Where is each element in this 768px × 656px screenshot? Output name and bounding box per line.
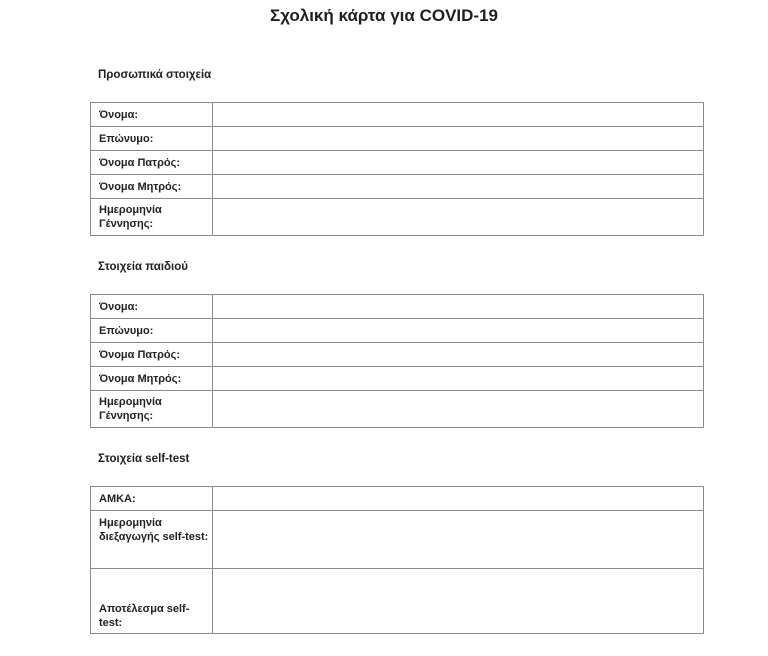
field-label-first-name: Όνομα: [91,103,213,127]
field-label-mother-name: Όνομα Μητρός: [91,175,213,199]
field-label-test-result: Αποτέλεσμα self-test: [91,569,213,634]
table-row [91,343,704,367]
table-row [91,511,704,569]
table-row [91,199,704,236]
field-label-last-name: Επώνυμο: [91,319,213,343]
document-title: Σχολική κάρτα για COVID-19 [270,6,498,25]
section-heading-selftest: Στοιχεία self-test [98,453,190,465]
field-label-birth-date: Ημερομηνία Γέννησης: [91,391,213,428]
field-label-father-name: Όνομα Πατρός: [91,151,213,175]
field-value-first-name[interactable] [213,103,704,127]
field-value-father-name[interactable] [213,343,704,367]
table-row [91,151,704,175]
field-label-mother-name: Όνομα Μητρός: [91,367,213,391]
field-value-last-name[interactable] [213,319,704,343]
field-value-first-name[interactable] [213,295,704,319]
table-row [91,175,704,199]
field-label-test-date: Ημερομηνία διεξαγωγής self-test: [91,511,213,569]
table-row [91,367,704,391]
field-value-birth-date[interactable] [213,199,704,236]
table-row [91,295,704,319]
table-row [91,391,704,428]
field-label-father-name: Όνομα Πατρός: [91,343,213,367]
table-row [91,103,704,127]
section-heading-child: Στοιχεία παιδιού [98,261,188,273]
field-label-birth-date: Ημερομηνία Γέννησης: [91,199,213,236]
field-label-amka: ΑΜΚΑ: [91,487,213,511]
table-row [91,569,704,634]
field-label-first-name: Όνομα: [91,295,213,319]
field-value-test-result[interactable] [213,569,704,634]
section-heading-personal: Προσωπικά στοιχεία [98,69,212,81]
field-value-birth-date[interactable] [213,391,704,428]
field-value-test-date[interactable] [213,511,704,569]
table-row [91,127,704,151]
field-value-father-name[interactable] [213,151,704,175]
selftest-details-table [90,486,704,634]
table-row [91,487,704,511]
field-label-last-name: Επώνυμο: [91,127,213,151]
field-value-mother-name[interactable] [213,367,704,391]
field-value-amka[interactable] [213,487,704,511]
personal-details-table [90,102,704,236]
field-value-mother-name[interactable] [213,175,704,199]
field-value-last-name[interactable] [213,127,704,151]
table-row [91,319,704,343]
child-details-table [90,294,704,428]
